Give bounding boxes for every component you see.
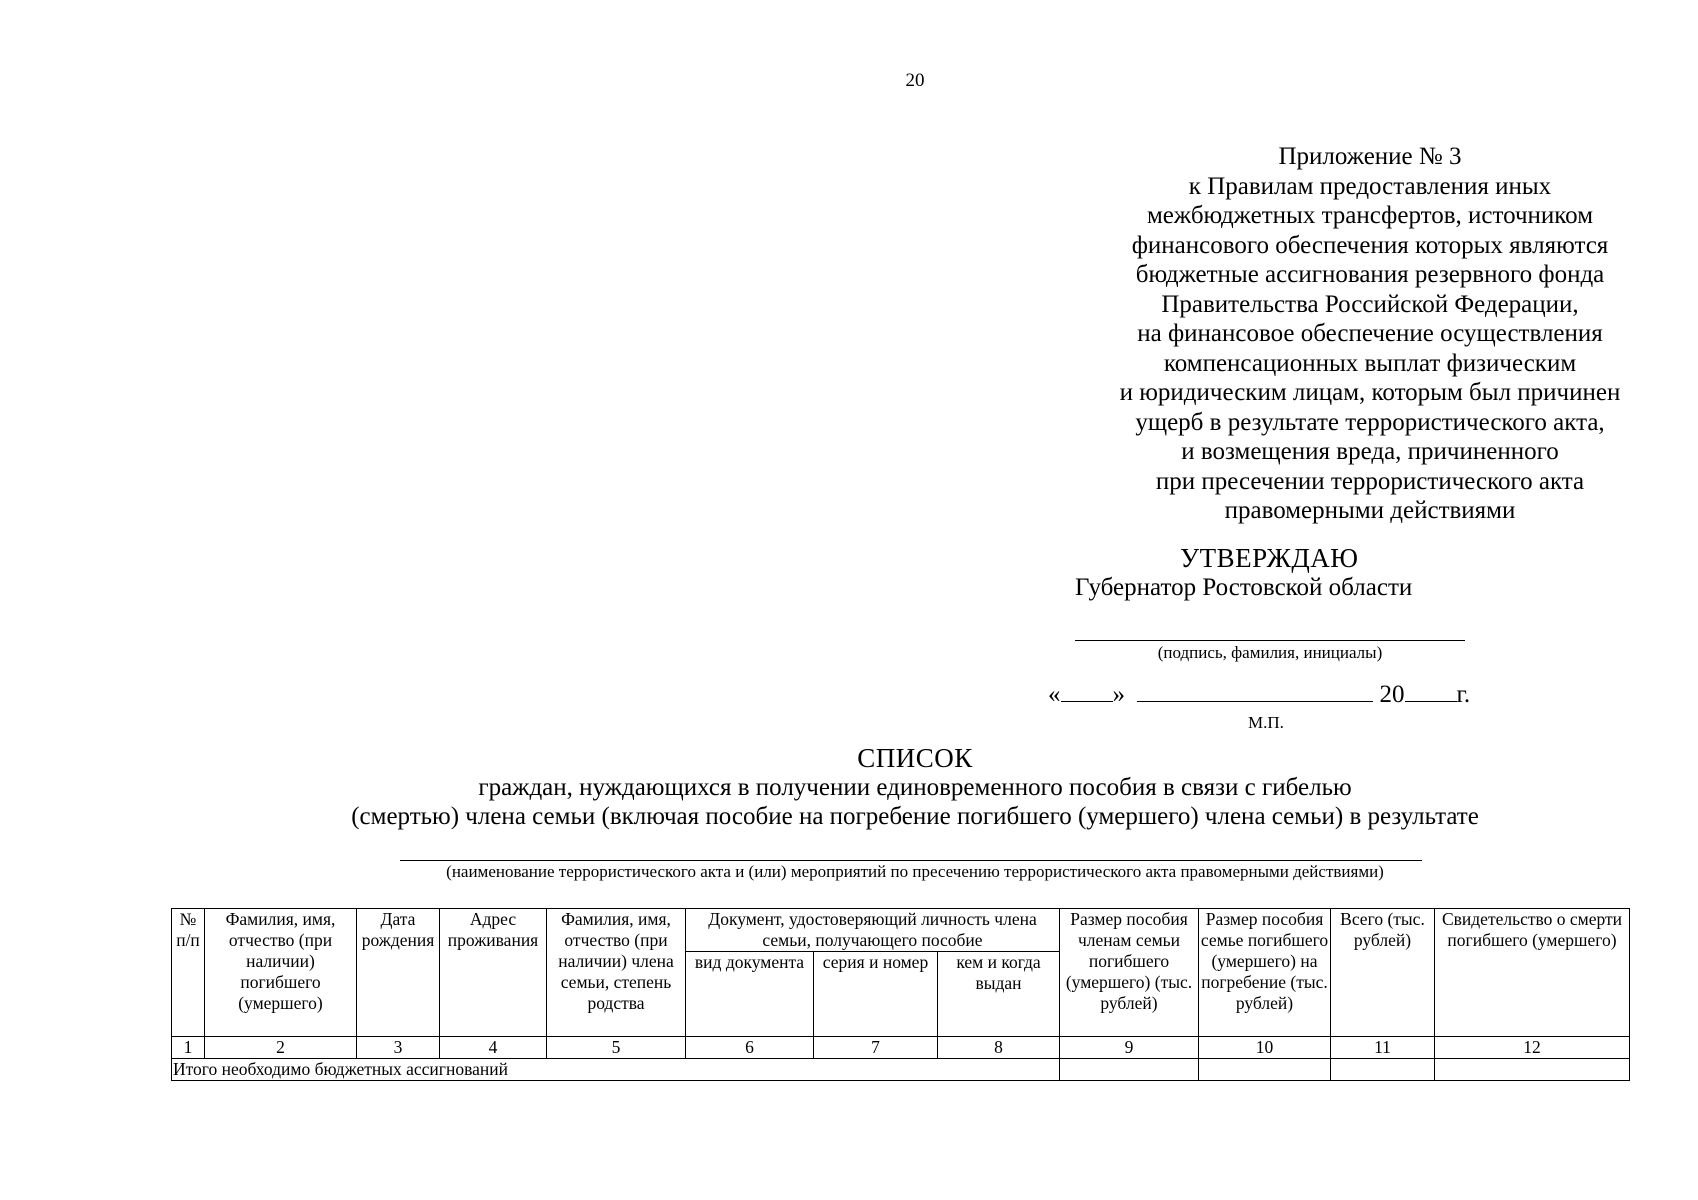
total-cell (1060, 1059, 1199, 1081)
act-caption: (наименование террористического акта и (или) мероприятий по пресечению террористического акта правомерными действиями) (446, 862, 1384, 881)
total-cell (1199, 1059, 1331, 1081)
subtitle-line: (смертью) члена семьи (включая пособие на погребение погибшего (умершего) члена семьи) в результате (351, 803, 1479, 830)
day-blank (1061, 679, 1113, 702)
appendix-line: ущерб в результате террористического акта, (1135, 408, 1605, 436)
header-cell-number: № п/п (172, 909, 205, 1037)
list-title: СПИСОК (857, 743, 973, 773)
appendix-line: компенсационных выплат физическим (1163, 349, 1577, 377)
appendix-line: межбюджетных трансфертов, источником (1146, 202, 1594, 229)
header-cell-series-number: серия и номер (814, 952, 938, 1037)
subtitle-line: граждан, нуждающихся в получении единовременного пособия в связи с гибелью (478, 774, 1352, 801)
header-cell-document-type: вид документа (686, 952, 814, 1037)
header-cell-birth-date: Дата рождения (357, 909, 440, 1037)
header-cell-burial-amount: Размер пособия семье погибшего (умершего) на погребение (тыс. рублей) (1199, 909, 1331, 1037)
header-row (172, 909, 1630, 952)
year-blank (1405, 679, 1457, 702)
total-cell (1435, 1059, 1630, 1081)
signature-line (1075, 640, 1465, 641)
approval-position: Губернатор Ростовской области (1075, 574, 1413, 601)
date-open-quote: « (1048, 681, 1061, 708)
appendix-line: к Правилам предоставления иных (1188, 172, 1552, 200)
column-number: 8 (938, 1037, 1060, 1059)
date-year-suffix: г. (1456, 681, 1471, 708)
column-number: 5 (547, 1037, 686, 1059)
header-cell-issued-by: кем и когда выдан (938, 952, 1060, 1037)
column-number: 2 (205, 1037, 357, 1059)
date-year-prefix: 20 (1379, 681, 1405, 708)
total-cell (1331, 1059, 1435, 1081)
column-numbers-row (172, 1037, 1630, 1059)
header-cell-address: Адрес проживания (440, 909, 547, 1037)
appendix-line: при пресечении террористического акта (1155, 467, 1585, 495)
column-number: 10 (1199, 1037, 1331, 1059)
appendix-line: правомерными действиями (1224, 497, 1516, 524)
appendix-line: бюджетные ассигнования резервного фонда (1135, 261, 1605, 288)
list-subtitle (0, 773, 1698, 831)
approval-date-line (1048, 679, 1470, 710)
approval-title: УТВЕРЖДАЮ (1180, 543, 1359, 573)
stamp-label: М.П. (1248, 713, 1284, 732)
header-cell-identity-document: Документ, удостоверяющий личность члена семьи, получающего пособие (686, 909, 1060, 952)
page-number: 20 (905, 70, 925, 91)
header-cell-deceased-name: Фамилия, имя, отчество (при наличии) погибшего (умершего) (205, 909, 357, 1037)
column-number: 12 (1435, 1037, 1630, 1059)
appendix-line: на финансовое обеспечение осуществления (1137, 320, 1603, 347)
column-number: 6 (686, 1037, 814, 1059)
header-cell-benefit-amount: Размер пособия членам семьи погибшего (умершего) (тыс. рублей) (1060, 909, 1199, 1037)
appendix-line: и юридическим лицам, которым был причинен (1119, 379, 1621, 406)
signature-caption: (подпись, фамилия, инициалы) (1157, 643, 1383, 662)
month-blank (1137, 679, 1373, 702)
column-number: 9 (1060, 1037, 1199, 1059)
appendix-line: и возмещения вреда, причиненного (1181, 438, 1559, 465)
column-number: 3 (357, 1037, 440, 1059)
header-cell-family-member: Фамилия, имя, отчество (при наличии) члена семьи, степень родства (547, 909, 686, 1037)
date-close-quote: » (1112, 681, 1125, 708)
column-number: 4 (440, 1037, 547, 1059)
act-name-line (400, 860, 1422, 861)
column-number: 1 (172, 1037, 205, 1059)
column-number: 7 (814, 1037, 938, 1059)
appendix-line: Правительства Российской Федерации, (1161, 290, 1579, 318)
appendix-line: Приложение № 3 (1278, 143, 1462, 170)
appendix-line: финансового обеспечения которых являются (1131, 231, 1609, 259)
header-cell-death-certificate: Свидетельство о смерти погибшего (умершего) (1435, 909, 1630, 1037)
total-row (172, 1059, 1630, 1081)
total-label: Итого необходимо бюджетных ассигнований (172, 1059, 1060, 1081)
column-number: 11 (1331, 1037, 1435, 1059)
header-cell-total: Всего (тыс. рублей) (1331, 909, 1435, 1037)
appendix-block (1070, 142, 1670, 526)
citizens-table (171, 908, 1630, 1081)
